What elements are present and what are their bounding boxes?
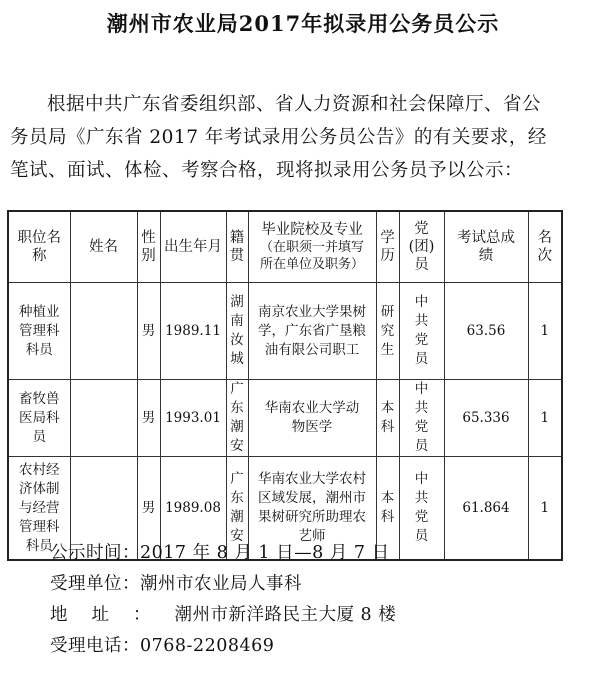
cell-gender: 男 — [137, 457, 160, 561]
cell-education: 本科 — [376, 457, 399, 561]
cell-name — [70, 283, 137, 380]
cell-position: 畜牧兽医局科员 — [8, 380, 70, 457]
publicity-time-label: 公示时间： — [50, 543, 140, 563]
notice-title: 潮州市农业局2017年拟录用公务员公示 — [106, 11, 500, 36]
cell-party: 中共党员 — [399, 380, 444, 457]
intro-text: 根据中共广东省委组织部、省人力资源和社会保障厅、省公务员局《广东省 2017 年考试录用公务员公告》的有关要求，经笔试、面试、体检、考察合格，现将拟录用公务员予以公示： — [10, 94, 547, 181]
cell-birth: 1993.01 — [160, 380, 226, 457]
header-gender: 性别 — [137, 211, 160, 283]
cell-rank: 1 — [528, 457, 562, 561]
accepting-unit-label: 受理单位： — [50, 574, 140, 594]
table-header-row — [8, 211, 562, 283]
cell-score: 63.56 — [444, 283, 528, 380]
cell-score: 65.336 — [444, 380, 528, 457]
header-origin: 籍贯 — [226, 211, 248, 283]
cell-origin: 广东潮安 — [226, 457, 248, 561]
address-label: 地址： — [50, 605, 175, 625]
cell-school: 南京农业大学果树学，广东省广垦粮油有限公司职工 — [248, 283, 376, 380]
cell-position: 种植业管理科科员 — [8, 283, 70, 380]
cell-school: 华南农业大学动物医学 — [248, 380, 376, 457]
phone-value: 0768-2208469 — [140, 636, 275, 656]
header-name: 姓名 — [70, 211, 137, 283]
cell-rank: 1 — [528, 380, 562, 457]
table-row — [8, 283, 562, 380]
publicity-time-value: 2017 年 8 月 1 日—8 月 7 日 — [140, 543, 390, 563]
header-school-note: （在职须一并填写所在单位及职务） — [259, 240, 364, 272]
header-school — [248, 211, 376, 283]
cell-gender: 男 — [137, 283, 160, 380]
header-education: 学历 — [376, 211, 399, 283]
cell-score: 61.864 — [444, 457, 528, 561]
accepting-unit — [50, 569, 396, 600]
header-party: 党(团)员 — [399, 211, 444, 283]
accepting-unit-value: 潮州市农业局人事科 — [140, 574, 302, 594]
cell-position: 农村经济体制与经营管理科科员 — [8, 457, 70, 561]
cell-rank: 1 — [528, 283, 562, 380]
publicity-time — [50, 538, 396, 569]
notice-footer — [50, 538, 396, 662]
phone-label: 受理电话： — [50, 636, 140, 656]
cell-birth: 1989.11 — [160, 283, 226, 380]
cell-party: 中共党员 — [399, 457, 444, 561]
cell-origin: 湖南汝城 — [226, 283, 248, 380]
cell-education: 研究生 — [376, 283, 399, 380]
header-position: 职位名称 — [8, 211, 70, 283]
cell-education: 本科 — [376, 380, 399, 457]
header-score: 考试总成绩 — [444, 211, 528, 283]
header-rank: 名次 — [528, 211, 562, 283]
candidate-table — [7, 210, 563, 561]
cell-gender: 男 — [137, 380, 160, 457]
cell-name — [70, 380, 137, 457]
address — [50, 600, 396, 631]
cell-party: 中共党员 — [399, 283, 444, 380]
intro-paragraph — [10, 88, 550, 187]
cell-school: 华南农业大学农村区域发展，潮州市果树研究所助理农艺师 — [248, 457, 376, 561]
address-value: 潮州市新洋路民主大厦 8 楼 — [174, 605, 397, 625]
cell-origin: 广东潮安 — [226, 380, 248, 457]
header-birth: 出生年月 — [160, 211, 226, 283]
table-row — [8, 380, 562, 457]
phone — [50, 631, 396, 662]
header-school-main: 毕业院校及专业 — [261, 222, 363, 238]
cell-birth: 1989.08 — [160, 457, 226, 561]
